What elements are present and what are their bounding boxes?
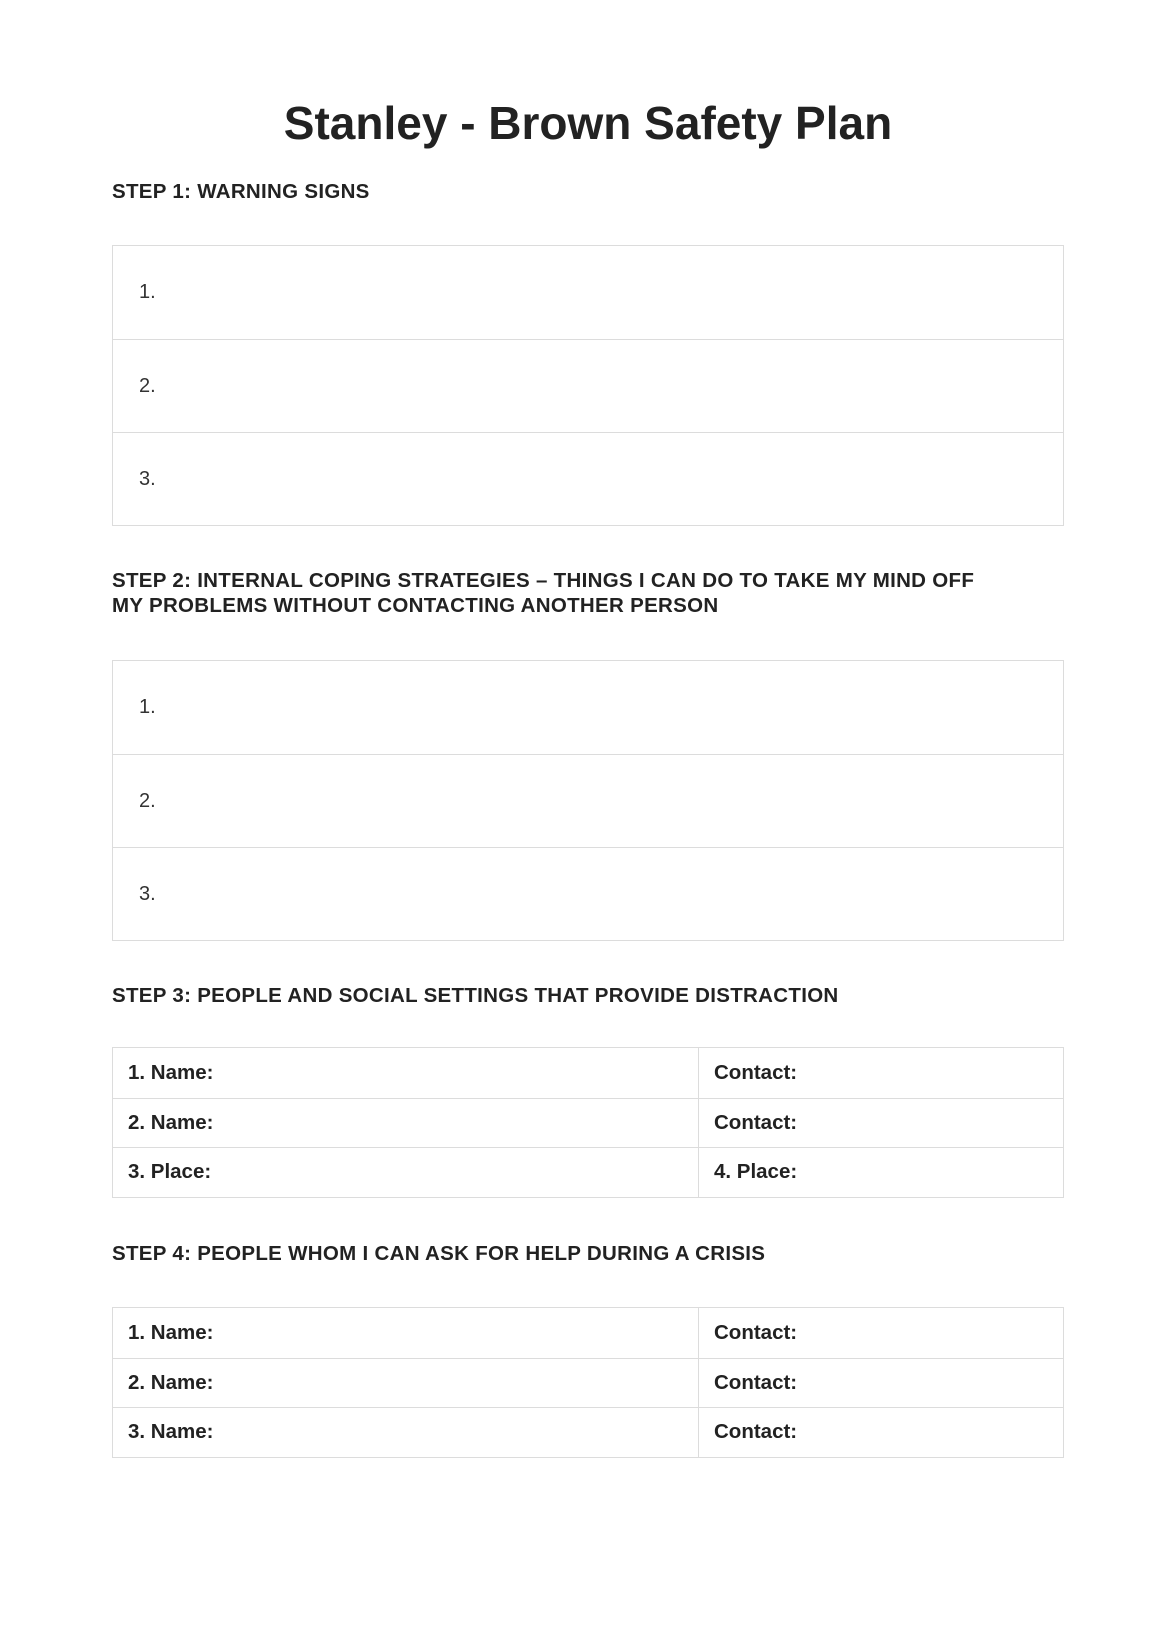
contact-cell[interactable]: Contact: <box>714 1320 798 1344</box>
contact-cell[interactable]: Contact: <box>714 1060 798 1084</box>
step1-heading: STEP 1: WARNING SIGNS <box>112 180 370 203</box>
list-item[interactable]: 1. <box>139 696 156 718</box>
step3-heading: STEP 3: PEOPLE AND SOCIAL SETTINGS THAT PROVIDE DISTRACTION <box>112 984 839 1007</box>
place-cell[interactable]: 4. Place: <box>714 1160 798 1184</box>
list-item[interactable]: 2. <box>113 339 1063 432</box>
name-cell[interactable]: 3. Name: <box>113 1408 699 1457</box>
page-title: Stanley - Brown Safety Plan <box>283 97 893 149</box>
step4-table <box>112 1307 1064 1458</box>
name-cell[interactable]: 2. Name: <box>113 1359 699 1408</box>
step3-table <box>112 1047 1064 1198</box>
step2-list <box>112 660 1064 941</box>
step1-list <box>112 245 1064 526</box>
list-item[interactable]: 2. <box>113 754 1063 847</box>
step2-heading-line2: MY PROBLEMS WITHOUT CONTACTING ANOTHER PERSON <box>112 594 719 617</box>
table-row <box>113 1358 1063 1408</box>
name-cell[interactable]: 2. Name: <box>113 1099 699 1148</box>
table-row <box>113 1308 1063 1358</box>
list-item[interactable]: 3. <box>113 432 1063 525</box>
step4-heading: STEP 4: PEOPLE WHOM I CAN ASK FOR HELP DURING A CRISIS <box>112 1242 766 1265</box>
step2-heading-line1: STEP 2: INTERNAL COPING STRATEGIES – THINGS I CAN DO TO TAKE MY MIND OFF <box>112 569 975 592</box>
table-row <box>113 1147 1063 1197</box>
list-item[interactable]: 1. <box>139 281 156 303</box>
list-item[interactable]: 3. <box>113 847 1063 940</box>
contact-cell[interactable]: Contact: <box>714 1420 798 1444</box>
name-cell[interactable]: 1. Name: <box>113 1308 699 1358</box>
contact-cell[interactable]: Contact: <box>714 1370 798 1394</box>
name-cell[interactable]: 1. Name: <box>113 1048 699 1098</box>
place-cell[interactable]: 3. Place: <box>113 1148 699 1197</box>
table-row <box>113 1407 1063 1457</box>
contact-cell[interactable]: Contact: <box>714 1110 798 1134</box>
step2-heading <box>112 568 1072 618</box>
table-row <box>113 1048 1063 1098</box>
table-row <box>113 1098 1063 1148</box>
